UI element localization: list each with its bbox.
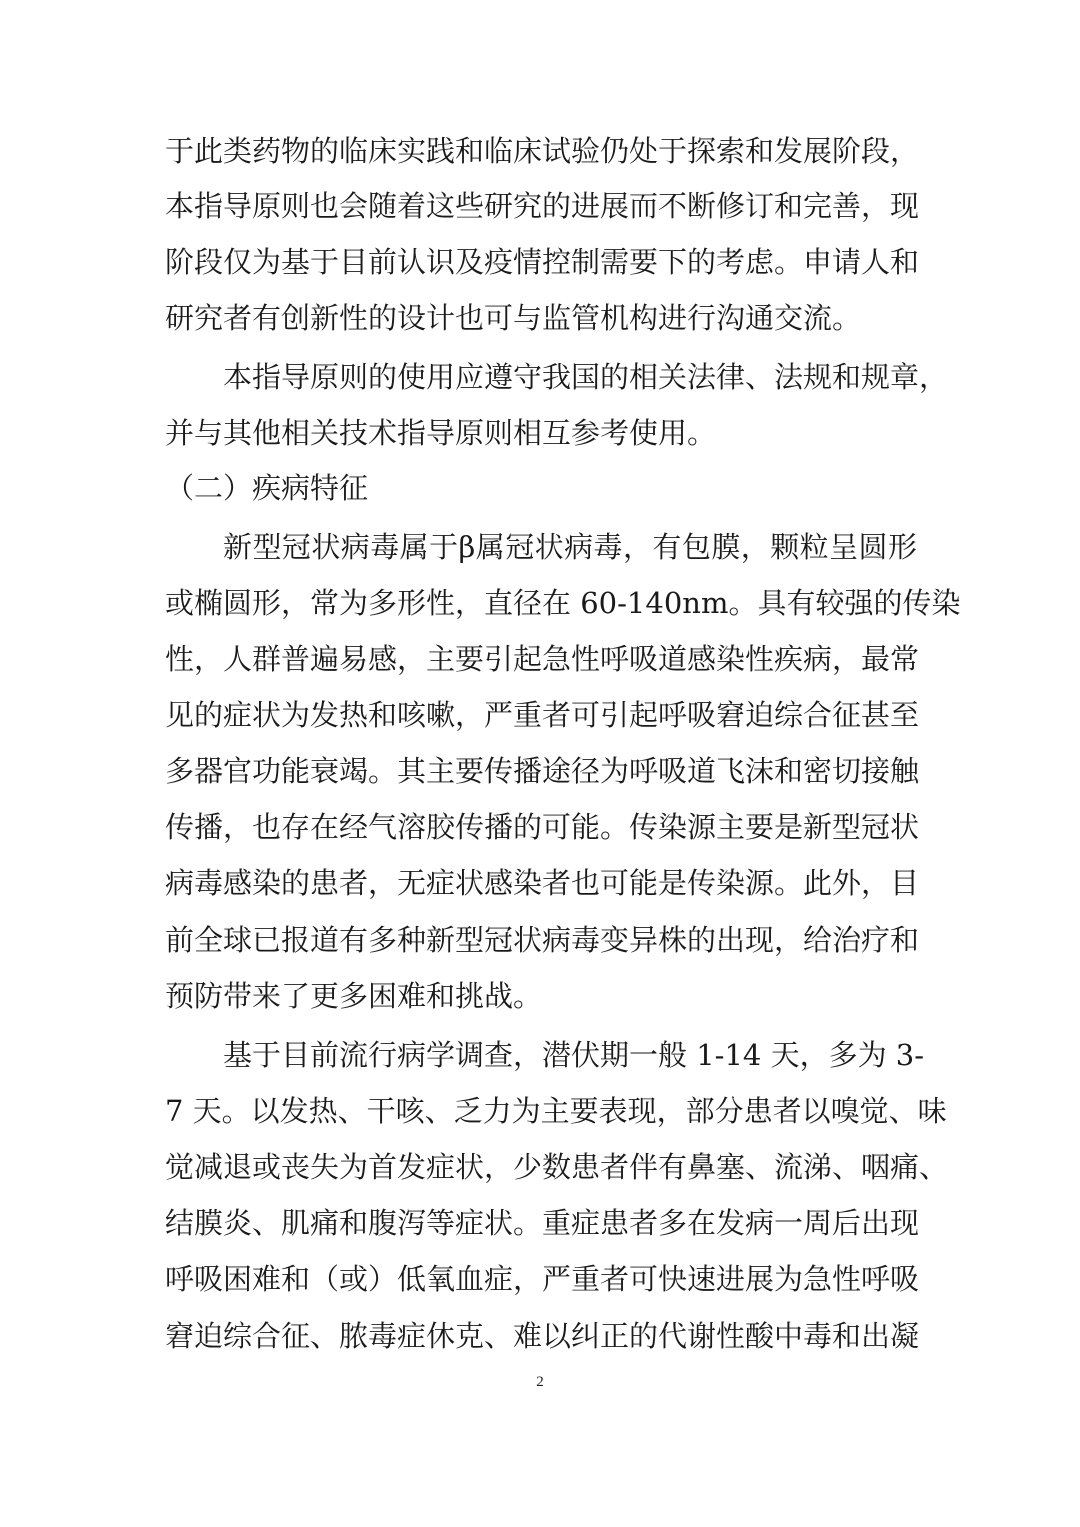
- text-line: 基于目前流行病学调查，潜伏期一般 1-14 天，多为 3-: [223, 1038, 925, 1072]
- text-line: 呼吸困难和（或）低氧血症，严重者可快速进展为急性呼吸: [165, 1262, 920, 1296]
- text-line: 见的症状为发热和咳嗽，严重者可引起呼吸窘迫综合征甚至: [165, 698, 920, 732]
- text-line: 7 天。以发热、干咳、乏力为主要表现，部分患者以嗅觉、味: [165, 1094, 947, 1128]
- text-line: 觉减退或丧失为首发症状，少数患者伴有鼻塞、流涕、咽痛、: [165, 1150, 949, 1184]
- text-line: 本指导原则的使用应遵守我国的相关法律、法规和规章，: [223, 360, 949, 394]
- text-line: 病毒感染的患者，无症状感染者也可能是传染源。此外，目: [165, 866, 920, 900]
- page-number: 2: [536, 1374, 544, 1390]
- text-line: 并与其他相关技术指导原则相互参考使用。: [165, 416, 717, 450]
- section-heading: （二）疾病特征: [165, 471, 369, 505]
- text-line: 预防带来了更多困难和挑战。: [165, 979, 543, 1013]
- text-line: 研究者有创新性的设计也可与监管机构进行沟通交流。: [165, 301, 862, 335]
- text-line: 传播，也存在经气溶胶传播的可能。传染源主要是新型冠状: [165, 810, 920, 844]
- text-line: 于此类药物的临床实践和临床试验仍处于探索和发展阶段，: [165, 134, 920, 168]
- text-line: 新型冠状病毒属于β属冠状病毒，有包膜，颗粒呈圆形: [223, 530, 917, 564]
- text-line: 多器官功能衰竭。其主要传播途径为呼吸道飞沫和密切接触: [165, 754, 920, 788]
- text-line: 性，人群普遍易感，主要引起急性呼吸道感染性疾病，最常: [165, 642, 920, 676]
- text-line: 阶段仅为基于目前认识及疫情控制需要下的考虑。申请人和: [165, 245, 920, 279]
- text-line: 本指导原则也会随着这些研究的进展而不断修订和完善，现: [165, 189, 920, 223]
- text-line: 窘迫综合征、脓毒症休克、难以纠正的代谢性酸中毒和出凝: [165, 1319, 920, 1353]
- text-line: 前全球已报道有多种新型冠状病毒变异株的出现，给治疗和: [165, 923, 920, 957]
- text-line: 结膜炎、肌痛和腹泻等症状。重症患者多在发病一周后出现: [165, 1206, 920, 1240]
- text-line: 或椭圆形，常为多形性，直径在 60-140nm。具有较强的传染: [165, 586, 961, 620]
